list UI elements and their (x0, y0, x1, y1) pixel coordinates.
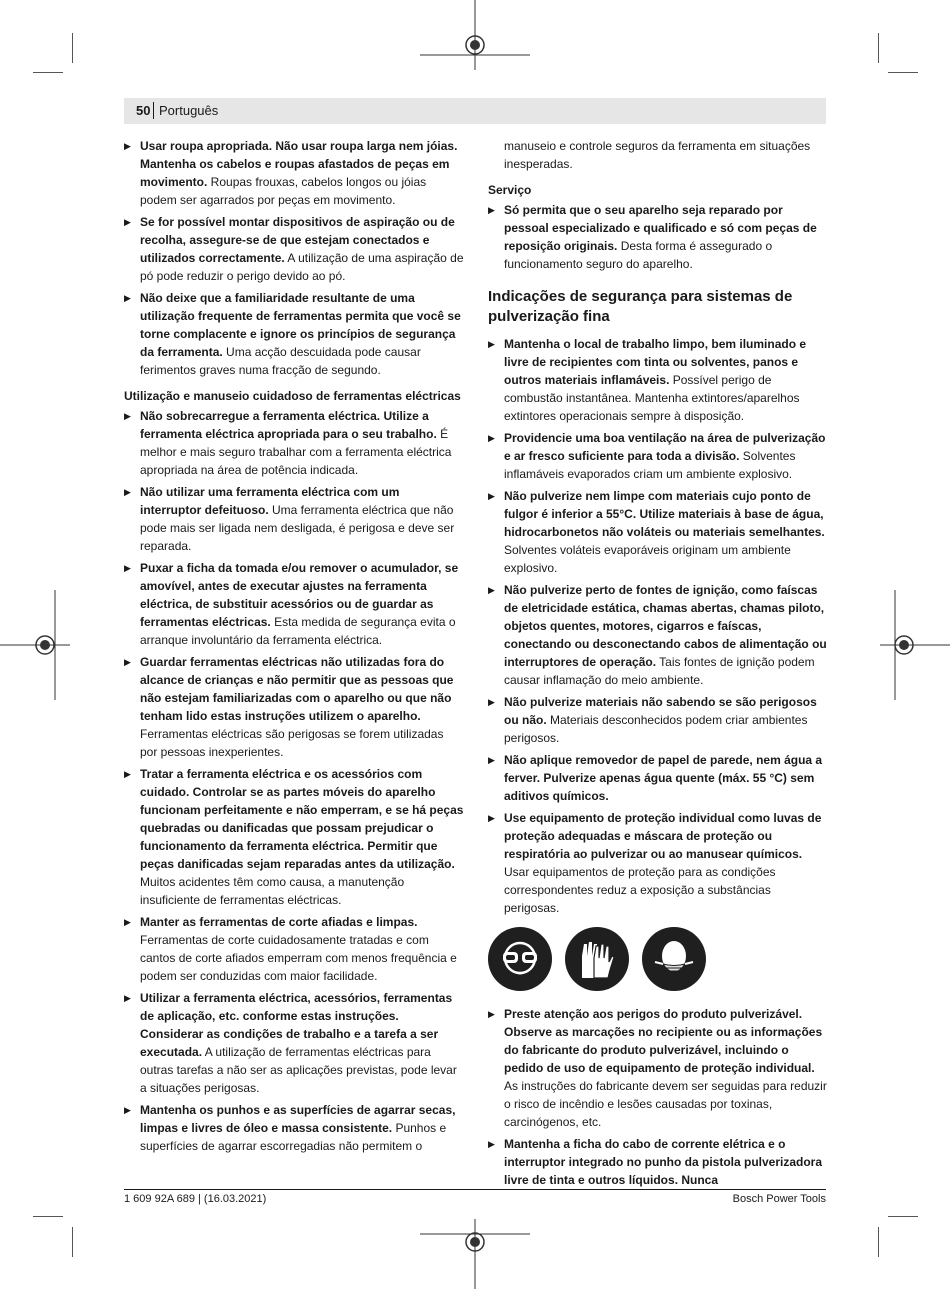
safety-item: ▶ Não pulverize nem limpe com materiais cujo ponto de fulgor é inferior a 55°C. Utilize materiais à base de água, hidrocarbonetos não voláteis ou materiais semelhantes. Solventes voláteis evaporáveis originam um ambiente explosivo. (488, 487, 828, 577)
safety-item: ▶ Preste atenção aos perigos do produto pulverizável. Observe as marcações no recipiente ou as informações do fabricante do produto pulverizável, incluindo o pedido de uso de equipamento de proteção individual. As instruções do fabricante devem ser seguidas para reduzir o risco de incêndio e lesões causadas por toxinas, carcinógenos, etc. (488, 1005, 828, 1131)
left-column (124, 137, 464, 1159)
safety-item: ▶ Providencie uma boa ventilação na área de pulverização e ar fresco suficiente para toda a divisão. Solventes inflamáveis evaporados criam um ambiente explosivo. (488, 429, 828, 483)
crop-mark (888, 72, 918, 73)
section-heading: Indicações de segurança para sistemas de pulverização fina (488, 288, 793, 325)
safety-item: ▶ Guardar ferramentas eléctricas não utilizadas fora do alcance de crianças e não permitir que as pessoas que não estejam familiarizadas com o aparelho ou que não tenham lido estas instruções utilizem o aparelho. Ferramentas eléctricas são perigosas se forem utilizadas por pessoas inexperientes. (124, 653, 464, 761)
footer-doc-code: 1 609 92A 689 | (16.03.2021) (124, 1193, 267, 1205)
header-divider (153, 102, 154, 119)
crop-mark (72, 33, 73, 63)
respirator-mask-icon (642, 927, 706, 991)
safety-item: ▶ Não aplique removedor de papel de parede, nem água a ferver. Pulverize apenas água quente (máx. 55 °C) sem aditivos químicos. (488, 751, 828, 805)
safety-item: ▶ Mantenha a ficha do cabo de corrente elétrica e o interruptor integrado no punho da pistola pulverizadora livre de tinta e outros líquidos. Nunca (488, 1135, 828, 1189)
crop-mark (878, 1227, 879, 1257)
crop-mark (888, 1216, 918, 1217)
safety-item: ▶ Não pulverize materiais não sabendo se são perigosos ou não. Materiais desconhecidos podem criar ambientes perigosos. (488, 693, 828, 747)
page-header (124, 98, 826, 124)
subsection-heading: Utilização e manuseio cuidadoso de ferramentas eléctricas (124, 389, 461, 403)
safety-item: ▶ Não sobrecarregue a ferramenta eléctrica. Utilize a ferramenta eléctrica apropriada para o seu trabalho. É melhor e mais seguro trabalhar com a ferramenta eléctrica apropriada na área de potência indicada. (124, 407, 464, 479)
crop-mark (33, 72, 63, 73)
safety-item: ▶ Não deixe que a familiaridade resultante de uma utilização frequente de ferramentas permita que você se torne complacente e ignore os princípios de segurança da ferramenta. Uma acção descuidada pode causar ferimentos graves numa fracção de segundo. (124, 289, 464, 379)
footer-rule (124, 1189, 826, 1190)
service-heading: Serviço (488, 183, 532, 197)
safety-item: ▶ Manter as ferramentas de corte afiadas e limpas. Ferramentas de corte cuidadosamente tratadas e com cantos de corte afiados emperram com menos frequência e podem ser conduzidas com maior facilidade. (124, 913, 464, 985)
registration-mark-icon (420, 1219, 530, 1289)
safety-item: ▶ Mantenha os punhos e as superfícies de agarrar secas, limpas e livres de óleo e massa consistente. Punhos e superfícies de agarrar escorregadias não permitem o (124, 1101, 464, 1155)
registration-mark-icon (880, 590, 950, 700)
registration-mark-icon (420, 0, 530, 70)
safety-item: ▶ Tratar a ferramenta eléctrica e os acessórios com cuidado. Controlar se as partes móveis do aparelho funcionam perfeitamente e não emperram, e se há peças quebradas ou danificadas que possam prejudicar o funcionamento da ferramenta eléctrica. Permitir que peças danificadas sejam reparadas antes da utilização. Muitos acidentes têm como causa, a manutenção insuficiente de ferramentas eléctricas. (124, 765, 464, 909)
safety-item: ▶ Use equipamento de proteção individual como luvas de proteção adequadas e máscara de proteção ou respiratória ao pulverizar ou ao manusear químicos. Usar equipamentos de proteção para as condições correspondentes reduz a exposição a substâncias perigosas. (488, 809, 828, 917)
header-language: Português (159, 103, 219, 118)
safety-item: ▶ Puxar a ficha da tomada e/ou remover o acumulador, se amovível, antes de executar ajustes na ferramenta eléctrica, de substituir acessórios ou de guardar as ferramentas eléctricas. Esta medida de segurança evita o arranque involuntário da ferramenta eléctrica. (124, 559, 464, 649)
page-number: 50 (136, 103, 151, 118)
footer-brand: Bosch Power Tools (732, 1193, 826, 1205)
continued-text: manuseio e controle seguros da ferramenta em situações inesperadas. (504, 139, 811, 171)
safety-item: ▶ Só permita que o seu aparelho seja reparado por pessoal especializado e qualificado e só com peças de reposição originais. Desta forma é assegurado o funcionamento seguro do aparelho. (488, 201, 828, 273)
safety-item: ▶ Não pulverize perto de fontes de ignição, como faíscas de eletricidade estática, chamas abertas, chamas piloto, objetos quentes, motores, cigarros e faíscas, conectando ou desconectando cabos de alimentação ou interruptores de operação. Tais fontes de ignição podem causar inflamação do meio ambiente. (488, 581, 828, 689)
safety-item: ▶ Se for possível montar dispositivos de aspiração ou de recolha, assegure-se de que estejam conectados e utilizados correctamente. A utilização de uma aspiração de pó pode reduzir o perigo devido ao pó. (124, 213, 464, 285)
crop-mark (72, 1227, 73, 1257)
safety-item: ▶ Usar roupa apropriada. Não usar roupa larga nem jóias. Mantenha os cabelos e roupas afastados de peças em movimento. Roupas frouxas, cabelos longos ou jóias podem ser agarrados por peças em movimento. (124, 137, 464, 209)
crop-mark (33, 1216, 63, 1217)
safety-goggles-icon (488, 927, 552, 991)
crop-mark (878, 33, 879, 63)
safety-item: ▶ Mantenha o local de trabalho limpo, bem iluminado e livre de recipientes com tinta ou solventes, panos e outros materiais inflamáveis. Possível perigo de combustão instantânea. Mantenha extintores/aparelhos extintores operacionais sempre à disposição. (488, 335, 828, 425)
safety-item: ▶ Não utilizar uma ferramenta eléctrica com um interruptor defeituoso. Uma ferramenta eléctrica que não pode mais ser ligada nem desligada, é perigosa e deve ser reparada. (124, 483, 464, 555)
ppe-icons (488, 927, 828, 991)
protective-gloves-icon (565, 927, 629, 991)
right-column (488, 137, 828, 1193)
safety-item: ▶ Utilizar a ferramenta eléctrica, acessórios, ferramentas de aplicação, etc. conforme estas instruções. Considerar as condições de trabalho e a tarefa a ser executada. A utilização de ferramentas eléctricas para outras tarefas a não ser as aplicações previstas, pode levar a situações perigosas. (124, 989, 464, 1097)
registration-mark-icon (0, 590, 70, 700)
